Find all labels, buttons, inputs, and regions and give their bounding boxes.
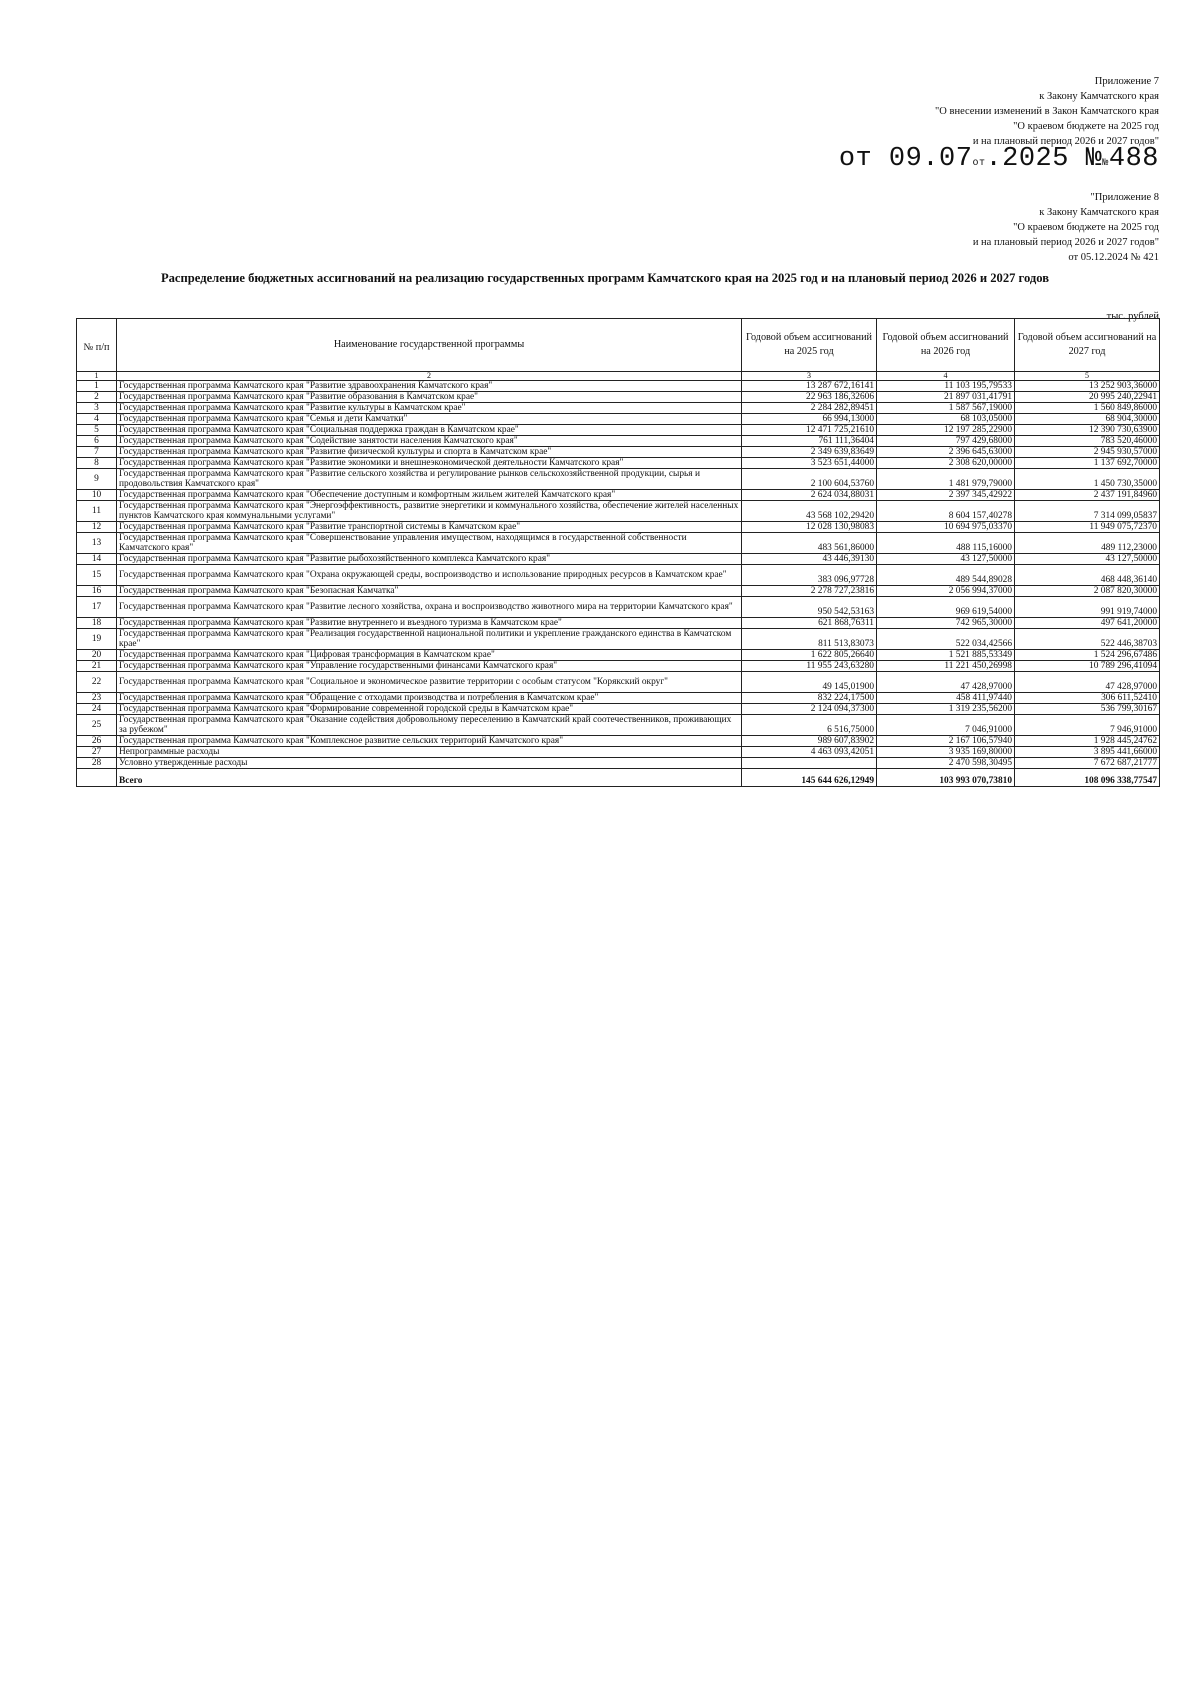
value-2025: 989 607,83902 — [742, 736, 877, 747]
value-2027: 783 520,46000 — [1015, 436, 1160, 447]
header-2027: Годовой объем ассигнований на 2027 год — [1015, 319, 1160, 372]
value-2025: 13 287 672,16141 — [742, 381, 877, 392]
row-number: 8 — [77, 458, 117, 469]
row-number: 14 — [77, 554, 117, 565]
table-row — [77, 758, 1160, 769]
table-row — [77, 425, 1160, 436]
row-number: 2 — [77, 392, 117, 403]
value-2026: 21 897 031,41791 — [877, 392, 1015, 403]
value-2027: 68 904,30000 — [1015, 414, 1160, 425]
value-2027: 489 112,23000 — [1015, 533, 1160, 554]
column-number: 4 — [877, 372, 1015, 381]
value-2025: 2 349 639,83649 — [742, 447, 877, 458]
stamp-prefix: от — [838, 144, 889, 174]
annex8-line2: к Закону Камчатского края — [1039, 207, 1159, 218]
value-2025: 49 145,01900 — [742, 672, 877, 693]
table-row — [77, 704, 1160, 715]
value-2025: 22 963 186,32606 — [742, 392, 877, 403]
program-name: Государственная программа Камчатского края "Развитие образования в Камчатском крае" — [117, 392, 742, 403]
total-num — [77, 769, 117, 787]
value-2025: 43 568 102,29420 — [742, 501, 877, 522]
row-number: 16 — [77, 586, 117, 597]
program-name: Государственная программа Камчатского края "Социальное и экономическое развитие территории с особым статусом "Корякский округ" — [117, 672, 742, 693]
table-row — [77, 490, 1160, 501]
value-2026: 488 115,16000 — [877, 533, 1015, 554]
row-number: 9 — [77, 469, 117, 490]
column-number: 5 — [1015, 372, 1160, 381]
value-2027: 43 127,50000 — [1015, 554, 1160, 565]
stamp-small-no: № — [1102, 158, 1109, 169]
table-row — [77, 565, 1160, 586]
annex7-line3: "О внесении изменений в Закон Камчатского края — [935, 106, 1159, 117]
table-row — [77, 381, 1160, 392]
table-row — [77, 661, 1160, 672]
value-2025: 383 096,97728 — [742, 565, 877, 586]
row-number: 7 — [77, 447, 117, 458]
program-name: Государственная программа Камчатского края "Семья и дети Камчатки" — [117, 414, 742, 425]
row-number: 11 — [77, 501, 117, 522]
column-number-row — [77, 372, 1160, 381]
value-2025: 2 278 727,23816 — [742, 586, 877, 597]
stamp-small-ot: от — [972, 158, 986, 169]
annex7-line5: и на плановый период 2026 и 2027 годов" — [972, 136, 1159, 147]
header-2026: Годовой объем ассигнований на 2026 год — [877, 319, 1015, 372]
value-2025: 66 994,13000 — [742, 414, 877, 425]
table-row — [77, 458, 1160, 469]
program-name: Государственная программа Камчатского края "Реализация государственной национальной политики и укрепление гражданского единства в Камчатском крае" — [117, 629, 742, 650]
table-row — [77, 469, 1160, 490]
table-row — [77, 736, 1160, 747]
row-number: 26 — [77, 736, 117, 747]
value-2026: 12 197 285,22900 — [877, 425, 1015, 436]
value-2025: 761 111,36404 — [742, 436, 877, 447]
value-2027: 2 087 820,30000 — [1015, 586, 1160, 597]
value-2027: 11 949 075,72370 — [1015, 522, 1160, 533]
annex8-line1: "Приложение 8 — [1090, 192, 1159, 203]
table-row — [77, 533, 1160, 554]
value-2025: 12 028 130,98083 — [742, 522, 877, 533]
program-name: Государственная программа Камчатского края "Развитие транспортной системы в Камчатском крае" — [117, 522, 742, 533]
value-2025: 811 513,83073 — [742, 629, 877, 650]
program-name: Государственная программа Камчатского края "Развитие экономики и внешнеэкономической деятельности Камчатского края" — [117, 458, 742, 469]
row-number: 5 — [77, 425, 117, 436]
value-2025: 1 622 805,26640 — [742, 650, 877, 661]
row-number: 3 — [77, 403, 117, 414]
value-2026: 797 429,68000 — [877, 436, 1015, 447]
stamp-numsign: № — [1068, 144, 1103, 174]
value-2026: 1 521 885,53349 — [877, 650, 1015, 661]
budget-table — [76, 318, 1160, 787]
annex8-header — [973, 190, 1159, 265]
program-name: Государственная программа Камчатского края "Развитие физической культуры и спорта в Камчатском крае" — [117, 447, 742, 458]
program-name: Непрограммные расходы — [117, 747, 742, 758]
value-2026: 7 046,91000 — [877, 715, 1015, 736]
value-2026: 43 127,50000 — [877, 554, 1015, 565]
total-2027: 108 096 338,77547 — [1015, 769, 1160, 787]
value-2026: 489 544,89028 — [877, 565, 1015, 586]
annex8-line3: "О краевом бюджете на 2025 год — [1013, 222, 1159, 233]
value-2027: 10 789 296,41094 — [1015, 661, 1160, 672]
value-2027: 7 946,91000 — [1015, 715, 1160, 736]
program-name: Государственная программа Камчатского края "Цифровая трансформация в Камчатском крае" — [117, 650, 742, 661]
value-2025: 2 124 094,37300 — [742, 704, 877, 715]
program-name: Государственная программа Камчатского края "Развитие рыбохозяйственного комплекса Камчатского края" — [117, 554, 742, 565]
value-2027: 1 560 849,86000 — [1015, 403, 1160, 414]
row-number: 1 — [77, 381, 117, 392]
value-2025: 950 542,53163 — [742, 597, 877, 618]
row-number: 17 — [77, 597, 117, 618]
program-name: Государственная программа Камчатского края "Развитие внутреннего и въездного туризма в Камчатском крае" — [117, 618, 742, 629]
program-name: Условно утвержденные расходы — [117, 758, 742, 769]
program-name: Государственная программа Камчатского края "Социальная поддержка граждан в Камчатском крае" — [117, 425, 742, 436]
row-number: 27 — [77, 747, 117, 758]
total-label: Всего — [117, 769, 742, 787]
row-number: 25 — [77, 715, 117, 736]
units-label: тыс. рублей — [1106, 311, 1159, 322]
value-2026: 11 221 450,26998 — [877, 661, 1015, 672]
row-number: 22 — [77, 672, 117, 693]
header-2025: Годовой объем ассигнований на 2025 год — [742, 319, 877, 372]
value-2027: 1 524 296,67486 — [1015, 650, 1160, 661]
program-name: Государственная программа Камчатского края "Охрана окружающей среды, воспроизводство и использование природных ресурсов в Камчатском крае" — [117, 565, 742, 586]
value-2027: 20 995 240,22941 — [1015, 392, 1160, 403]
value-2027: 7 314 099,05837 — [1015, 501, 1160, 522]
row-number: 13 — [77, 533, 117, 554]
value-2027: 7 672 687,21777 — [1015, 758, 1160, 769]
value-2027: 1 450 730,35000 — [1015, 469, 1160, 490]
program-name: Государственная программа Камчатского края "Оказание содействия добровольному переселению в Камчатский край соотечественников, проживающих за рубежом" — [117, 715, 742, 736]
value-2025: 12 471 725,21610 — [742, 425, 877, 436]
registration-stamp — [839, 144, 1159, 174]
table-row — [77, 501, 1160, 522]
document-title: Распределение бюджетных ассигнований на реализацию государственных программ Камчатского края на 2025 год и на плановый период 2026 и 2027 годов — [160, 271, 1050, 285]
value-2025: 6 516,75000 — [742, 715, 877, 736]
value-2027: 306 611,52410 — [1015, 693, 1160, 704]
value-2027: 522 446,38703 — [1015, 629, 1160, 650]
total-2025: 145 644 626,12949 — [742, 769, 877, 787]
program-name: Государственная программа Камчатского края "Развитие сельского хозяйства и регулирование рынков сельскохозяйственной продукции, сырья и продовольствия Камчатского края" — [117, 469, 742, 490]
value-2026: 8 604 157,40278 — [877, 501, 1015, 522]
value-2026: 11 103 195,79533 — [877, 381, 1015, 392]
value-2026: 10 694 975,03370 — [877, 522, 1015, 533]
row-number: 10 — [77, 490, 117, 501]
program-name: Государственная программа Камчатского края "Совершенствование управления имуществом, находящимся в государственной собственности Камчатского края" — [117, 533, 742, 554]
annex8-line4: и на плановый период 2026 и 2027 годов" — [972, 237, 1159, 248]
table-row — [77, 414, 1160, 425]
value-2025: 43 446,39130 — [742, 554, 877, 565]
stamp-year: .2025 — [985, 144, 1069, 174]
table-row — [77, 447, 1160, 458]
row-number: 15 — [77, 565, 117, 586]
table-row — [77, 672, 1160, 693]
program-name: Государственная программа Камчатского края "Развитие культуры в Камчатском крае" — [117, 403, 742, 414]
table-row — [77, 629, 1160, 650]
program-name: Государственная программа Камчатского края "Формирование современной городской среды в Камчатском крае" — [117, 704, 742, 715]
table-row — [77, 747, 1160, 758]
row-number: 18 — [77, 618, 117, 629]
value-2026: 47 428,97000 — [877, 672, 1015, 693]
row-number: 21 — [77, 661, 117, 672]
row-number: 24 — [77, 704, 117, 715]
value-2027: 12 390 730,63900 — [1015, 425, 1160, 436]
row-number: 4 — [77, 414, 117, 425]
annex8-line5: от 05.12.2024 № 421 — [1068, 252, 1159, 263]
value-2026: 3 935 169,80000 — [877, 747, 1015, 758]
column-number: 3 — [742, 372, 877, 381]
program-name: Государственная программа Камчатского края "Энергоэффективность, развитие энергетики и коммунального хозяйства, обеспечение жителей населенных пунктов Камчатского края коммунальными услугами" — [117, 501, 742, 522]
value-2026: 2 308 620,00000 — [877, 458, 1015, 469]
value-2027: 468 448,36140 — [1015, 565, 1160, 586]
value-2025 — [742, 758, 877, 769]
program-name: Государственная программа Камчатского края "Развитие лесного хозяйства, охрана и воспроизводство животного мира на территории Камчатского края" — [117, 597, 742, 618]
program-name: Государственная программа Камчатского края "Развитие здравоохранения Камчатского края" — [117, 381, 742, 392]
value-2025: 11 955 243,63280 — [742, 661, 877, 672]
value-2026: 969 619,54000 — [877, 597, 1015, 618]
program-name: Государственная программа Камчатского края "Содействие занятости населения Камчатского края" — [117, 436, 742, 447]
stamp-number: 488 — [1108, 144, 1159, 174]
stamp-date: 09.07 — [888, 144, 973, 174]
program-name: Государственная программа Камчатского края "Обеспечение доступным и комфортным жильем жителей Камчатского края" — [117, 490, 742, 501]
value-2026: 2 167 106,57940 — [877, 736, 1015, 747]
value-2025: 2 624 034,88031 — [742, 490, 877, 501]
row-number: 19 — [77, 629, 117, 650]
program-name: Государственная программа Камчатского края "Управление государственными финансами Камчатского края" — [117, 661, 742, 672]
program-name: Государственная программа Камчатского края "Комплексное развитие сельских территорий Камчатского края" — [117, 736, 742, 747]
value-2026: 522 034,42566 — [877, 629, 1015, 650]
table-row — [77, 715, 1160, 736]
annex7-header — [935, 74, 1159, 149]
column-number: 2 — [117, 372, 742, 381]
row-number: 6 — [77, 436, 117, 447]
value-2025: 832 224,17500 — [742, 693, 877, 704]
value-2026: 1 319 235,56200 — [877, 704, 1015, 715]
value-2025: 2 100 604,53760 — [742, 469, 877, 490]
value-2026: 2 470 598,30495 — [877, 758, 1015, 769]
value-2025: 483 561,86000 — [742, 533, 877, 554]
value-2027: 1 137 692,70000 — [1015, 458, 1160, 469]
header-name: Наименование государственной программы — [117, 319, 742, 372]
table-row — [77, 522, 1160, 533]
value-2025: 2 284 282,89451 — [742, 403, 877, 414]
header-num: № п/п — [77, 319, 117, 372]
table-row — [77, 586, 1160, 597]
value-2026: 2 396 645,63000 — [877, 447, 1015, 458]
value-2026: 1 587 567,19000 — [877, 403, 1015, 414]
value-2026: 68 103,05000 — [877, 414, 1015, 425]
column-number: 1 — [77, 372, 117, 381]
table-row — [77, 554, 1160, 565]
annex7-line1: Приложение 7 — [1094, 76, 1159, 87]
value-2026: 2 056 994,37000 — [877, 586, 1015, 597]
row-number: 20 — [77, 650, 117, 661]
value-2027: 3 895 441,66000 — [1015, 747, 1160, 758]
value-2027: 536 799,30167 — [1015, 704, 1160, 715]
table-row — [77, 403, 1160, 414]
row-number: 28 — [77, 758, 117, 769]
value-2027: 1 928 445,24762 — [1015, 736, 1160, 747]
value-2026: 1 481 979,79000 — [877, 469, 1015, 490]
annex7-line4: "О краевом бюджете на 2025 год — [1013, 121, 1159, 132]
value-2027: 47 428,97000 — [1015, 672, 1160, 693]
table-row — [77, 392, 1160, 403]
table-row — [77, 436, 1160, 447]
table-row — [77, 597, 1160, 618]
table-row — [77, 618, 1160, 629]
table-row — [77, 693, 1160, 704]
value-2025: 621 868,76311 — [742, 618, 877, 629]
table-row — [77, 650, 1160, 661]
value-2027: 2 437 191,84960 — [1015, 490, 1160, 501]
value-2025: 4 463 093,42051 — [742, 747, 877, 758]
value-2026: 2 397 345,42922 — [877, 490, 1015, 501]
row-number: 23 — [77, 693, 117, 704]
total-2026: 103 993 070,73810 — [877, 769, 1015, 787]
value-2026: 458 411,97440 — [877, 693, 1015, 704]
value-2025: 3 523 651,44000 — [742, 458, 877, 469]
value-2027: 2 945 930,57000 — [1015, 447, 1160, 458]
annex7-line2: к Закону Камчатского края — [1039, 91, 1159, 102]
total-row — [77, 769, 1160, 787]
program-name: Государственная программа Камчатского края "Обращение с отходами производства и потребления в Камчатском крае" — [117, 693, 742, 704]
value-2027: 497 641,20000 — [1015, 618, 1160, 629]
row-number: 12 — [77, 522, 117, 533]
program-name: Государственная программа Камчатского края "Безопасная Камчатка" — [117, 586, 742, 597]
value-2027: 13 252 903,36000 — [1015, 381, 1160, 392]
value-2026: 742 965,30000 — [877, 618, 1015, 629]
value-2027: 991 919,74000 — [1015, 597, 1160, 618]
